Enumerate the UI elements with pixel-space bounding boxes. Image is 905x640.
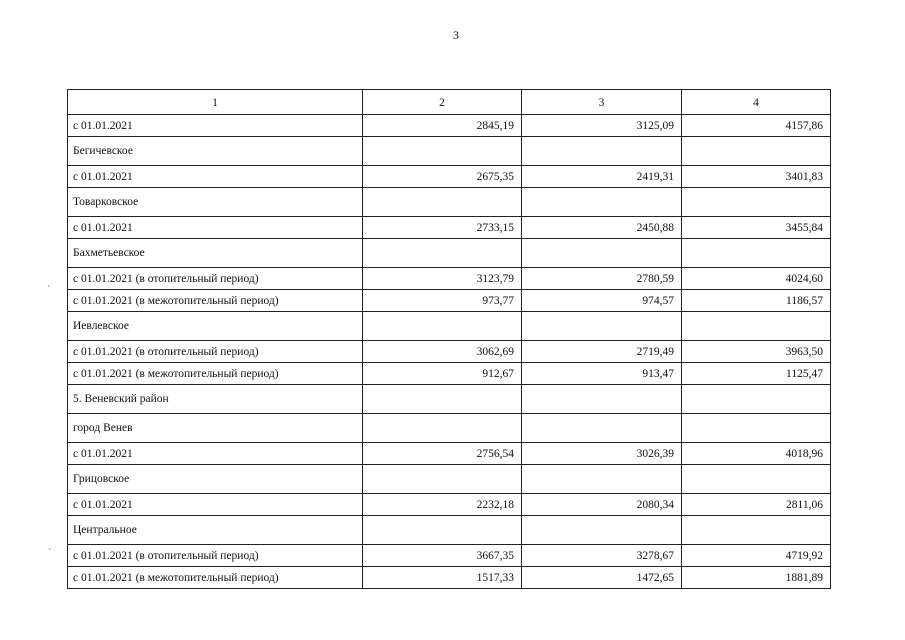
value-cell: 2232,18 bbox=[363, 494, 522, 516]
section-label: Центральное bbox=[68, 516, 363, 545]
value-cell bbox=[682, 137, 831, 166]
value-cell bbox=[363, 465, 522, 494]
row-label: с 01.01.2021 bbox=[68, 494, 363, 516]
value-cell: 4719,92 bbox=[682, 545, 831, 567]
value-cell: 2675,35 bbox=[363, 166, 522, 188]
section-row bbox=[68, 137, 831, 166]
column-header: 1 bbox=[68, 90, 363, 115]
value-cell bbox=[682, 188, 831, 217]
section-label: Грицовское bbox=[68, 465, 363, 494]
section-label: город Венев bbox=[68, 414, 363, 443]
table-row bbox=[68, 341, 831, 363]
section-row bbox=[68, 414, 831, 443]
row-label: с 01.01.2021 (в межотопительный период) bbox=[68, 290, 363, 312]
value-cell bbox=[522, 414, 682, 443]
value-cell: 2780,59 bbox=[522, 268, 682, 290]
value-cell: 913,47 bbox=[522, 363, 682, 385]
value-cell: 2733,15 bbox=[363, 217, 522, 239]
value-cell bbox=[363, 414, 522, 443]
section-row bbox=[68, 385, 831, 414]
column-header: 2 bbox=[363, 90, 522, 115]
value-cell bbox=[522, 465, 682, 494]
value-cell: 4018,96 bbox=[682, 443, 831, 465]
scan-speck: ` bbox=[47, 285, 51, 296]
table-row bbox=[68, 443, 831, 465]
value-cell: 2811,06 bbox=[682, 494, 831, 516]
value-cell: 3401,83 bbox=[682, 166, 831, 188]
value-cell: 3278,67 bbox=[522, 545, 682, 567]
row-label: с 01.01.2021 bbox=[68, 115, 363, 137]
value-cell bbox=[522, 137, 682, 166]
value-cell: 3963,50 bbox=[682, 341, 831, 363]
value-cell bbox=[682, 385, 831, 414]
value-cell bbox=[363, 312, 522, 341]
section-row bbox=[68, 188, 831, 217]
table-row bbox=[68, 115, 831, 137]
value-cell: 1125,47 bbox=[682, 363, 831, 385]
value-cell bbox=[363, 239, 522, 268]
value-cell bbox=[682, 239, 831, 268]
value-cell: 2450,88 bbox=[522, 217, 682, 239]
value-cell: 3455,84 bbox=[682, 217, 831, 239]
tariff-table bbox=[67, 89, 831, 589]
header-row bbox=[68, 90, 831, 115]
value-cell: 3026,39 bbox=[522, 443, 682, 465]
section-row bbox=[68, 465, 831, 494]
value-cell: 3123,79 bbox=[363, 268, 522, 290]
value-cell bbox=[363, 188, 522, 217]
value-cell bbox=[522, 188, 682, 217]
section-label: 5. Веневский район bbox=[68, 385, 363, 414]
value-cell: 3667,35 bbox=[363, 545, 522, 567]
row-label: с 01.01.2021 (в межотопительный период) bbox=[68, 363, 363, 385]
value-cell: 3062,69 bbox=[363, 341, 522, 363]
section-row bbox=[68, 516, 831, 545]
value-cell: 2756,54 bbox=[363, 443, 522, 465]
section-row bbox=[68, 239, 831, 268]
value-cell bbox=[363, 137, 522, 166]
value-cell bbox=[363, 516, 522, 545]
row-label: с 01.01.2021 bbox=[68, 217, 363, 239]
value-cell bbox=[522, 385, 682, 414]
table-row bbox=[68, 217, 831, 239]
value-cell bbox=[682, 414, 831, 443]
table-row bbox=[68, 363, 831, 385]
column-header: 3 bbox=[522, 90, 682, 115]
value-cell bbox=[682, 516, 831, 545]
section-label: Бахметьевское bbox=[68, 239, 363, 268]
row-label: с 01.01.2021 (в отопительный период) bbox=[68, 268, 363, 290]
table-row bbox=[68, 494, 831, 516]
value-cell: 974,57 bbox=[522, 290, 682, 312]
scan-speck: ` bbox=[48, 548, 52, 559]
value-cell bbox=[682, 312, 831, 341]
value-cell: 2080,34 bbox=[522, 494, 682, 516]
section-row bbox=[68, 312, 831, 341]
value-cell bbox=[522, 516, 682, 545]
section-label: Бегичевское bbox=[68, 137, 363, 166]
table-body bbox=[68, 90, 831, 589]
value-cell: 973,77 bbox=[363, 290, 522, 312]
value-cell bbox=[522, 239, 682, 268]
value-cell bbox=[363, 385, 522, 414]
value-cell: 1472,65 bbox=[522, 567, 682, 589]
value-cell: 912,67 bbox=[363, 363, 522, 385]
page-number: 3 bbox=[453, 28, 459, 42]
value-cell: 3125,09 bbox=[522, 115, 682, 137]
table-row bbox=[68, 268, 831, 290]
value-cell: 2419,31 bbox=[522, 166, 682, 188]
row-label: с 01.01.2021 (в отопительный период) bbox=[68, 341, 363, 363]
value-cell: 4024,60 bbox=[682, 268, 831, 290]
value-cell bbox=[522, 312, 682, 341]
table-row bbox=[68, 545, 831, 567]
value-cell bbox=[682, 465, 831, 494]
value-cell: 1517,33 bbox=[363, 567, 522, 589]
value-cell: 2719,49 bbox=[522, 341, 682, 363]
table-row bbox=[68, 166, 831, 188]
row-label: с 01.01.2021 bbox=[68, 166, 363, 188]
section-label: Товарковское bbox=[68, 188, 363, 217]
value-cell: 4157,86 bbox=[682, 115, 831, 137]
row-label: с 01.01.2021 (в межотопительный период) bbox=[68, 567, 363, 589]
table-row bbox=[68, 290, 831, 312]
row-label: с 01.01.2021 (в отопительный период) bbox=[68, 545, 363, 567]
value-cell: 1881,89 bbox=[682, 567, 831, 589]
table-row bbox=[68, 567, 831, 589]
column-header: 4 bbox=[682, 90, 831, 115]
section-label: Иевлевское bbox=[68, 312, 363, 341]
value-cell: 2845,19 bbox=[363, 115, 522, 137]
row-label: с 01.01.2021 bbox=[68, 443, 363, 465]
value-cell: 1186,57 bbox=[682, 290, 831, 312]
